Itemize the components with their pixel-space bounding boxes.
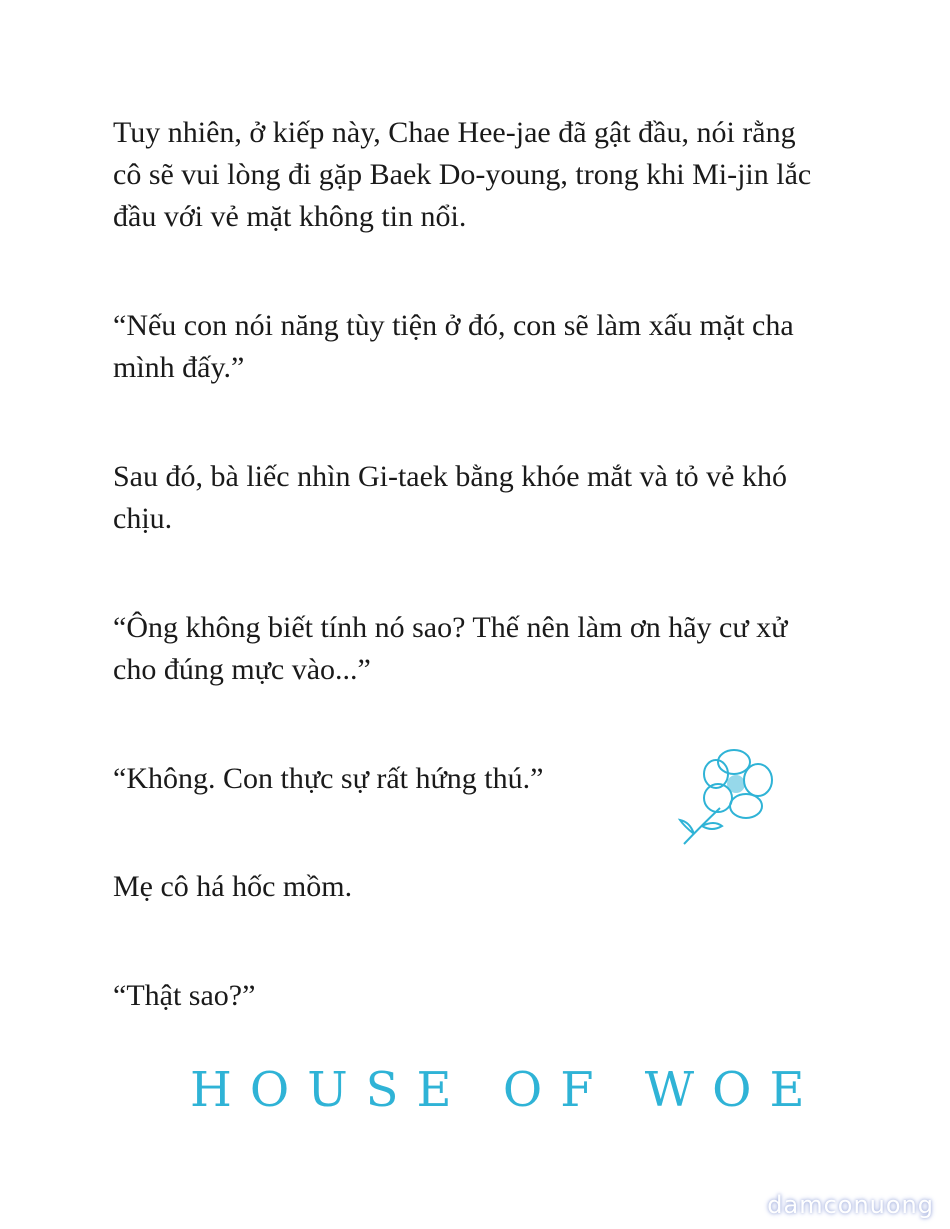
text-line: “Không. Con thực sự rất hứng thú.” [113,762,544,795]
text-line: cô sẽ vui lòng đi gặp Baek Do-young, trong khi Mi-jin lắc [113,158,812,191]
text-line: “Thật sao?” [113,979,256,1012]
paragraph-6 [113,866,352,908]
text-line: cho đúng mực vào...” [113,653,371,686]
paragraph-1 [113,112,811,238]
paragraph-2 [113,305,794,389]
paragraph-7 [113,975,255,1017]
text-line: “Nếu con nói năng tùy tiện ở đó, con sẽ làm xấu mặt cha [113,309,794,342]
watermark-text: HOUSE OF WOE [190,1062,823,1118]
flower-watermark-icon [672,740,782,850]
site-credit-watermark: damconuong [767,1191,934,1219]
text-line: “Ông không biết tính nó sao? Thế nên làm ơn hãy cư xử [113,611,788,644]
paragraph-5 [113,758,543,800]
paragraph-3 [113,456,787,540]
text-line: chịu. [113,502,173,535]
text-line: mình đấy.” [113,351,245,384]
text-line: Mẹ cô há hốc mồm. [113,870,353,903]
text-line: Sau đó, bà liếc nhìn Gi-taek bằng khóe mắt và tỏ vẻ khó [113,460,787,493]
text-line: Tuy nhiên, ở kiếp này, Chae Hee-jae đã gật đầu, nói rằng [113,116,796,149]
paragraph-4 [113,607,787,691]
text-line: đầu với vẻ mặt không tin nổi. [113,200,467,233]
